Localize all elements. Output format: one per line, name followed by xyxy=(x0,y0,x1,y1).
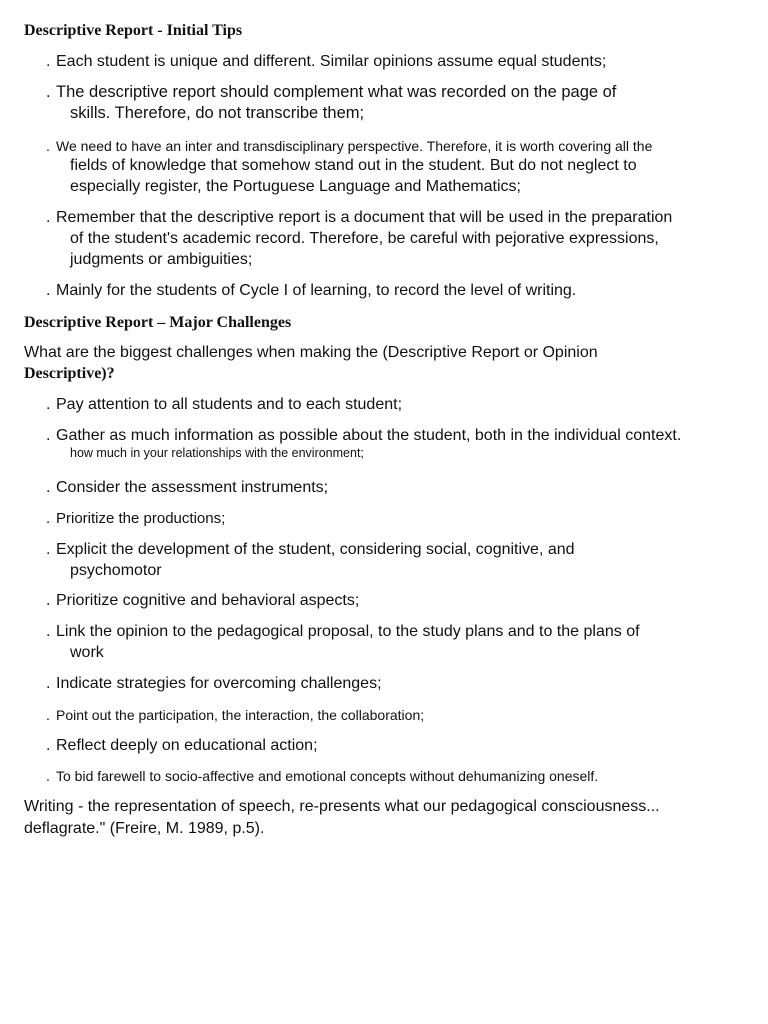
list-item-continuation: work xyxy=(70,644,104,661)
list-item: . Prioritize the productions; xyxy=(46,510,226,527)
list-item: . Consider the assessment instruments; xyxy=(46,479,329,496)
quote-text-continuation: deflagrate." (Freire, M. 1989, p.5). xyxy=(24,820,265,837)
list-item: . To bid farewell to socio-affective and emotional concepts without dehumanizing oneself. xyxy=(46,768,599,784)
list-item: . Mainly for the students of Cycle I of learning, to record the level of writing. xyxy=(46,282,577,299)
section-heading-initial-tips: Descriptive Report - Initial Tips xyxy=(24,22,243,39)
list-item: . The descriptive report should complement what was recorded on the page of xyxy=(46,83,617,101)
list-item-continuation: fields of knowledge that somehow stand out in the student. But do not neglect to xyxy=(70,157,637,174)
list-item: . We need to have an inter and transdisciplinary perspective. Therefore, it is worth covering all the xyxy=(46,138,653,154)
list-item: . Point out the participation, the interaction, the collaboration; xyxy=(46,707,425,723)
list-item-continuation: judgments or ambiguities; xyxy=(70,251,253,268)
list-item: . Link the opinion to the pedagogical proposal, to the study plans and to the plans of xyxy=(46,623,640,640)
list-item: . Remember that the descriptive report is a document that will be used in the preparation xyxy=(46,209,673,226)
quote-text: Writing - the representation of speech, re-presents what our pedagogical consciousness... xyxy=(24,798,660,815)
list-item: . Reflect deeply on educational action; xyxy=(46,737,318,754)
list-item: . Indicate strategies for overcoming challenges; xyxy=(46,675,382,692)
list-item-continuation: skills. Therefore, do not transcribe them; xyxy=(70,104,365,122)
list-item: . Prioritize cognitive and behavioral aspects; xyxy=(46,592,360,609)
list-item: . Gather as much information as possible about the student, both in the individual context. xyxy=(46,427,682,444)
list-item: . Pay attention to all students and to each student; xyxy=(46,396,403,413)
list-item: . Explicit the development of the student, considering social, cognitive, and xyxy=(46,541,575,558)
list-item-continuation: of the student's academic record. Therefore, be careful with pejorative expressions, xyxy=(70,230,659,247)
list-item-continuation: how much in your relationships with the environment; xyxy=(70,446,364,460)
list-item: . Each student is unique and different. Similar opinions assume equal students; xyxy=(46,53,607,70)
section-heading-major-challenges: Descriptive Report – Major Challenges xyxy=(24,314,292,331)
question-text-continuation: Descriptive)? xyxy=(24,365,115,382)
list-item-continuation: psychomotor xyxy=(70,562,162,579)
question-text: What are the biggest challenges when making the (Descriptive Report or Opinion xyxy=(24,344,598,361)
list-item-continuation: especially register, the Portuguese Language and Mathematics; xyxy=(70,178,521,195)
